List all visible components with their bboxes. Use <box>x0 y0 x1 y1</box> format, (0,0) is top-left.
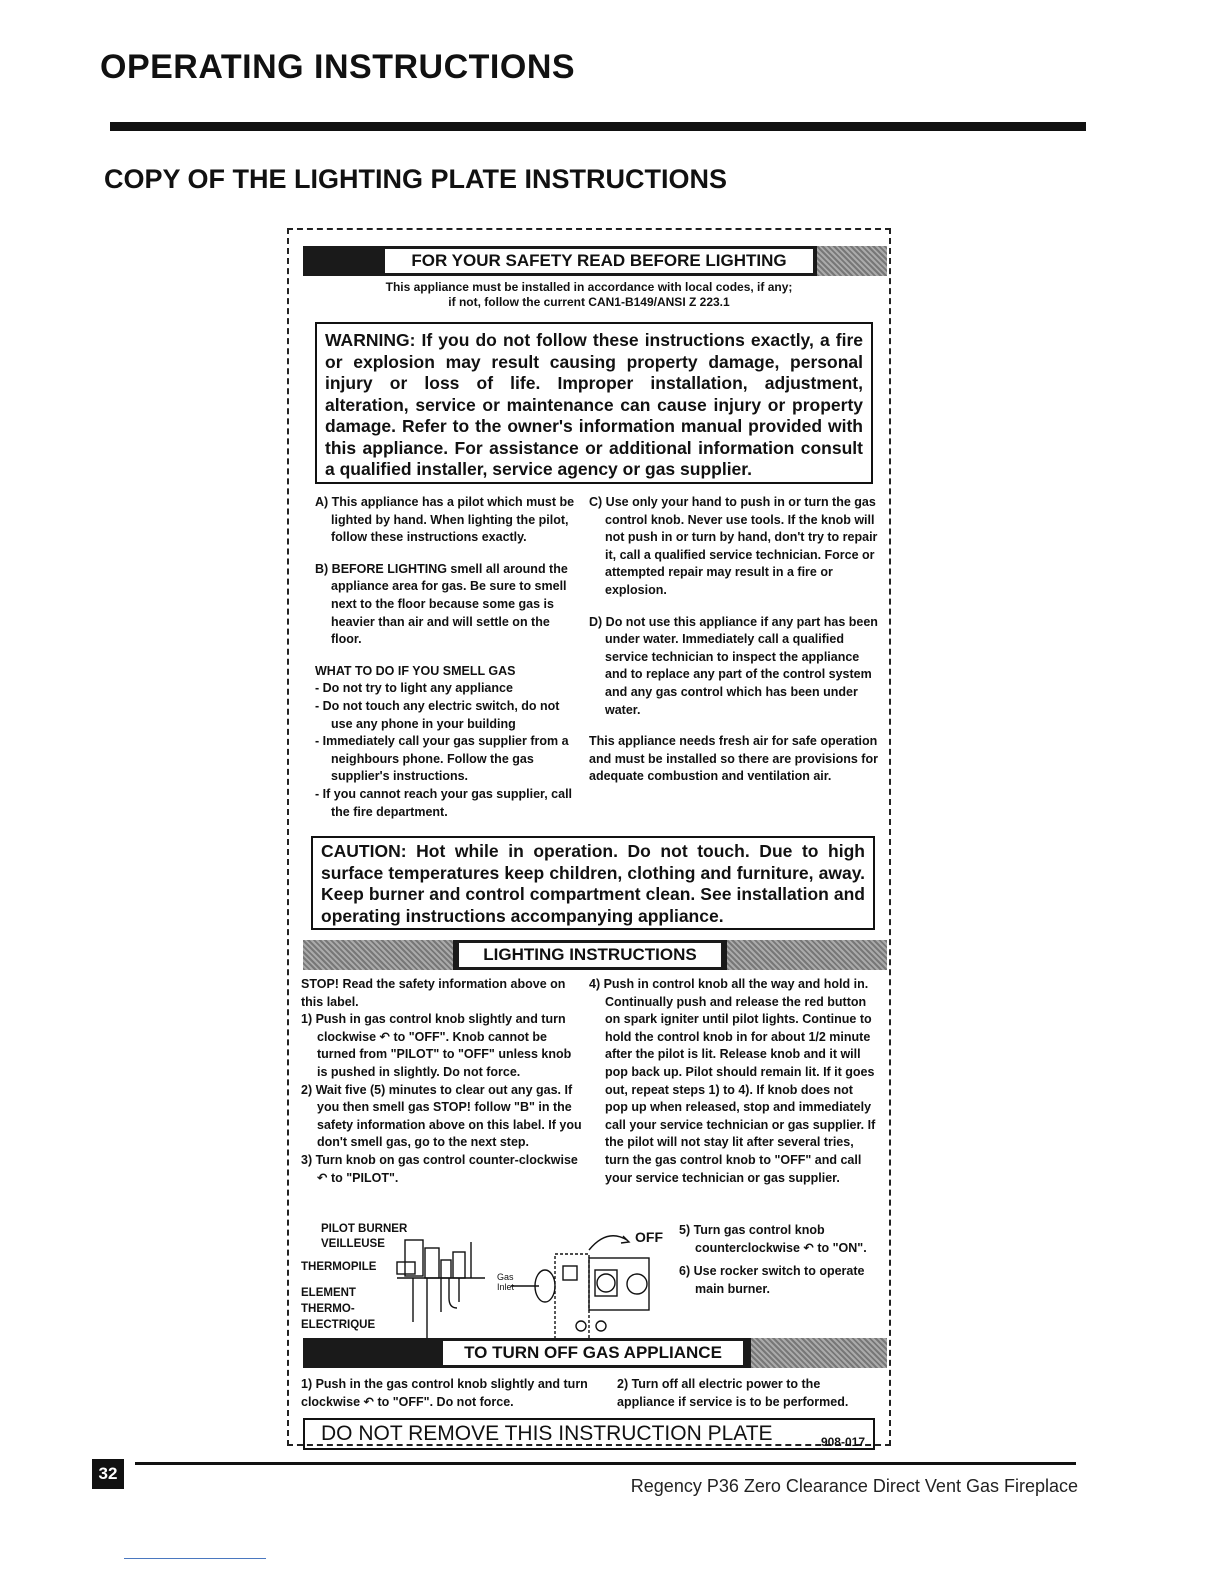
smell-gas-item: - Do not try to light any appliance <box>315 681 513 696</box>
turn-off-step-1: 1) Push in the gas control knob slightly and turn clockwise ↶ to "OFF". Do not force. <box>301 1377 588 1409</box>
footer-text: Regency P36 Zero Clearance Direct Vent Gas Fireplace <box>630 1476 1078 1496</box>
lighting-step-3: 3) Turn knob on gas control counter-clockwise ↶ to "PILOT". <box>301 1152 578 1185</box>
safety-left-column <box>315 494 583 821</box>
section-title: COPY OF THE LIGHTING PLATE INSTRUCTIONS <box>104 164 728 194</box>
lighting-step-4: 4) Push in control knob all the way and hold in. Continually push and release the red button on spark igniter until pilot lights. Continue to hold the control knob in for about 1/2 minute after the pilot is lit. Release knob and it will pop back up. Pilot should remain lit. If it goes out, repeat steps 1) to 4). If knob does not pop up when released, stop and immediately call your service technician or gas supplier. If the pilot will not stay lit after several tries, turn the gas control knob to "OFF" and call your service technician or gas supplier. <box>589 977 876 1185</box>
smell-gas-item: - If you cannot reach your gas supplier, call the fire department. <box>315 786 573 819</box>
plate-code: 908-017 <box>820 1435 865 1449</box>
page-title: OPERATING INSTRUCTIONS <box>100 48 576 86</box>
safety-right-column <box>589 494 879 786</box>
lighting-step-2: 2) Wait five (5) minutes to clear out any gas. If you then smell gas STOP! follow "B" in the safety information above on this label. If you don't smell gas, go to the next step. <box>301 1082 582 1150</box>
lighting-step-5: 5) Turn gas control knob counterclockwise ↶ to "ON". <box>679 1223 867 1255</box>
lighting-left-column <box>301 976 585 1187</box>
lighting-right-column <box>589 976 879 1187</box>
warning-box: WARNING: If you do not follow these instructions exactly, a fire or explosion may result causing property damage, personal injury or loss of life. Improper installation, adjustment, alteration, service or maintenance can cause injury or property damage. Refer to the owner's information manual provided with this appliance. For assistance or additional information consult a qualified installer, service agency or gas supplier. <box>315 322 873 484</box>
install-note: This appliance must be installed in accordance with local codes, if any; if not, follow the current CAN1-B149/ANSI Z 223.1 <box>385 280 793 309</box>
smell-gas-item: - Immediately call your gas supplier from a neighbours phone. Follow the gas supplier's instructions. <box>315 734 569 784</box>
caution-box: CAUTION: Hot while in operation. Do not touch. Due to high surface temperatures keep children, clothing and furniture, away. Keep burner and control compartment clean. See installation and operating instructions accompanying appliance. <box>311 836 875 930</box>
smell-gas-heading: WHAT TO DO IF YOU SMELL GAS <box>315 663 516 678</box>
smell-gas-item: - Do not touch any electric switch, do not use any phone in your building <box>315 698 560 731</box>
pilot-assembly-drawing <box>301 1222 693 1340</box>
lighting-header: LIGHTING INSTRUCTIONS <box>459 943 721 967</box>
safety-item-a: A) This appliance has a pilot which must be lighted by hand. When lighting the pilot, follow these instructions exactly. <box>315 495 575 545</box>
turn-off-header-bar <box>303 1338 875 1368</box>
final-notice: DO NOT REMOVE THIS INSTRUCTION PLATE 908-017 <box>303 1418 875 1450</box>
lighting-header-bar <box>303 940 875 970</box>
safety-header-bar <box>303 246 875 276</box>
lighting-right-bottom <box>679 1222 879 1298</box>
lighting-step-1: 1) Push in gas control knob slightly and turn clockwise ↶ to "OFF". Knob cannot be turned from "PILOT" to "OFF" unless knob is pushed in slightly. Do not force. <box>301 1012 572 1079</box>
turn-off-header: TO TURN OFF GAS APPLIANCE <box>443 1341 743 1365</box>
safety-item-d: D) Do not use this appliance if any part has been under water. Immediately call a qualified service technician to inspect the appliance and to replace any part of the control system and any gas control which has been under water. <box>589 614 878 717</box>
fresh-air-note: This appliance needs fresh air for safe operation and must be installed so there are provisions for adequate combustion and ventilation air. <box>589 734 878 784</box>
lighting-step-6: 6) Use rocker switch to operate main burner. <box>679 1264 865 1296</box>
title-rule <box>110 122 1086 131</box>
lighting-plate <box>287 228 891 1449</box>
footer-rule <box>135 1462 1076 1465</box>
page-number: 32 <box>92 1459 124 1489</box>
safety-item-b: B) BEFORE LIGHTING smell all around the appliance area for gas. Be sure to smell next to the floor because some gas is heavier than air and will settle on the floor. <box>315 561 568 647</box>
safety-item-c: C) Use only your hand to push in or turn the gas control knob. Never use tools. If the knob will not push in or turn by hand, don't try to repair it, call a qualified service technician. Force or attempted repair may result in a fire or explosion. <box>589 495 878 597</box>
safety-header: FOR YOUR SAFETY READ BEFORE LIGHTING <box>385 249 813 273</box>
turn-off-step-2: 2) Turn off all electric power to the appliance if service is to be performed. <box>617 1377 849 1409</box>
stop-note: STOP! Read the safety information above on this label. <box>301 977 566 1009</box>
bottom-line <box>124 1558 266 1559</box>
gas-control-diagram: PILOT BURNER VEILLEUSE THERMOPILE ELEMENT THERMO- ELECTRIQUE Gas Inlet OFF <box>301 1222 693 1340</box>
